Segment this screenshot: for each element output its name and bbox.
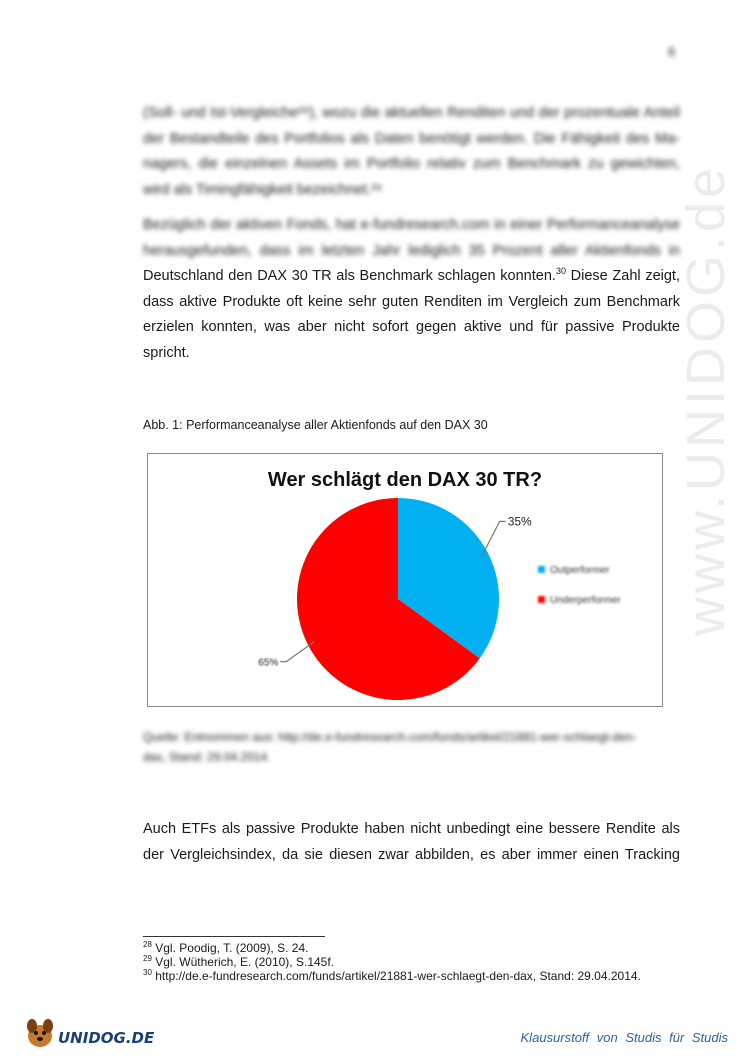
footnote-29	[143, 955, 641, 969]
data-label-underperformer: 65%	[258, 657, 279, 669]
paragraph-1	[143, 101, 680, 203]
footnote-number: 30	[143, 968, 152, 977]
legend-swatch	[538, 596, 545, 603]
data-label-outperformer: 35%	[507, 514, 532, 529]
footnote-number: 29	[143, 954, 152, 963]
paragraph-line: erzielen konnten, was aber nicht sofort gegen aktive und für passive Produkte	[143, 319, 680, 335]
watermark: www.UNIDOG.de	[676, 163, 736, 637]
unidog-logo[interactable]	[20, 1012, 155, 1052]
paragraph-line: herausgefunden, dass im letzten Jahr lediglich 35 Prozent aller Aktienfonds in	[143, 242, 680, 259]
source-line: dax, Stand: 29.04.2014.	[143, 750, 271, 764]
pie-chart-svg	[148, 454, 662, 706]
data-label-leader-underperformer	[280, 642, 314, 662]
footnote-30	[143, 969, 641, 983]
legend-item-outperformer	[538, 565, 610, 576]
chart-title: Wer schlägt den DAX 30 TR?	[267, 469, 543, 491]
footnote-ref: 30	[555, 266, 566, 277]
paragraph-line: der Bestandteile des Portfolios als Daten benötigt werden. Die Fähigkeit des Ma-	[143, 130, 680, 147]
source-line: Quelle: Entnommen aus: http://de.e-fundresearch.com/funds/artikel/21881-wer-schlaegt-den-	[143, 730, 637, 744]
paragraph-line: (Soll- und Ist-Vergleiche²⁸), wozu die aktuellen Renditen und der prozentuale Anteil	[143, 105, 680, 121]
paragraph-line: dass aktive Produkte oft keine sehr guten Renditen im Vergleich zum Benchmark	[143, 293, 680, 310]
figure-caption: Abb. 1: Performanceanalyse aller Aktienfonds auf den DAX 30	[143, 418, 488, 432]
paragraph-text: Deutschland den DAX 30 TR als Benchmark schlagen konnten.	[143, 268, 556, 284]
paragraph-3	[143, 817, 680, 868]
footnote-divider	[143, 936, 325, 937]
logo-text: UNIDOG.DE	[58, 1029, 155, 1047]
paragraph-line: spricht.	[143, 344, 190, 361]
footnote-number: 28	[143, 940, 152, 949]
pie-chart	[147, 453, 663, 707]
footnote-text: Vgl. Wütherich, E. (2010), S.145f.	[155, 955, 335, 969]
paragraph-line: der Vergleichsindex, da sie diesen zwar abbilden, es aber immer einen Tracking	[143, 846, 680, 863]
dog-mascot-icon	[27, 1019, 53, 1047]
footnotes	[143, 941, 641, 983]
footnote-text: Vgl. Poodig, T. (2009), S. 24.	[155, 941, 309, 955]
page-number: 6	[668, 44, 676, 59]
paragraph-line: nagers, die einzelnen Assets im Portfolio relativ zum Benchmark zu gewichten,	[143, 156, 680, 172]
legend-label: Underperformer	[550, 595, 621, 606]
paragraph-2	[143, 213, 680, 366]
figure-source	[143, 727, 673, 767]
paragraph-line: wird als Timingfähigkeit bezeichnet.²⁹	[143, 181, 383, 198]
legend-label: Outperformer	[550, 565, 610, 576]
paragraph-line: Auch ETFs als passive Produkte haben nicht unbedingt eine bessere Rendite als	[143, 821, 680, 837]
footer-tagline: Klausurstoff von Studis für Studis	[520, 1030, 728, 1045]
footnote-text: http://de.e-fundresearch.com/funds/artikel/21881-wer-schlaegt-den-dax, Stand: 29.04.2014.	[155, 969, 641, 983]
paragraph-line	[143, 264, 680, 290]
paragraph-line: Bezüglich der aktiven Fonds, hat e-fundresearch.com in einer Performanceanalyse	[143, 217, 680, 233]
paragraph-text: Diese Zahl zeigt,	[565, 268, 680, 284]
footnote-28	[143, 941, 641, 955]
legend-item-underperformer	[538, 595, 621, 606]
legend-swatch	[538, 566, 545, 573]
